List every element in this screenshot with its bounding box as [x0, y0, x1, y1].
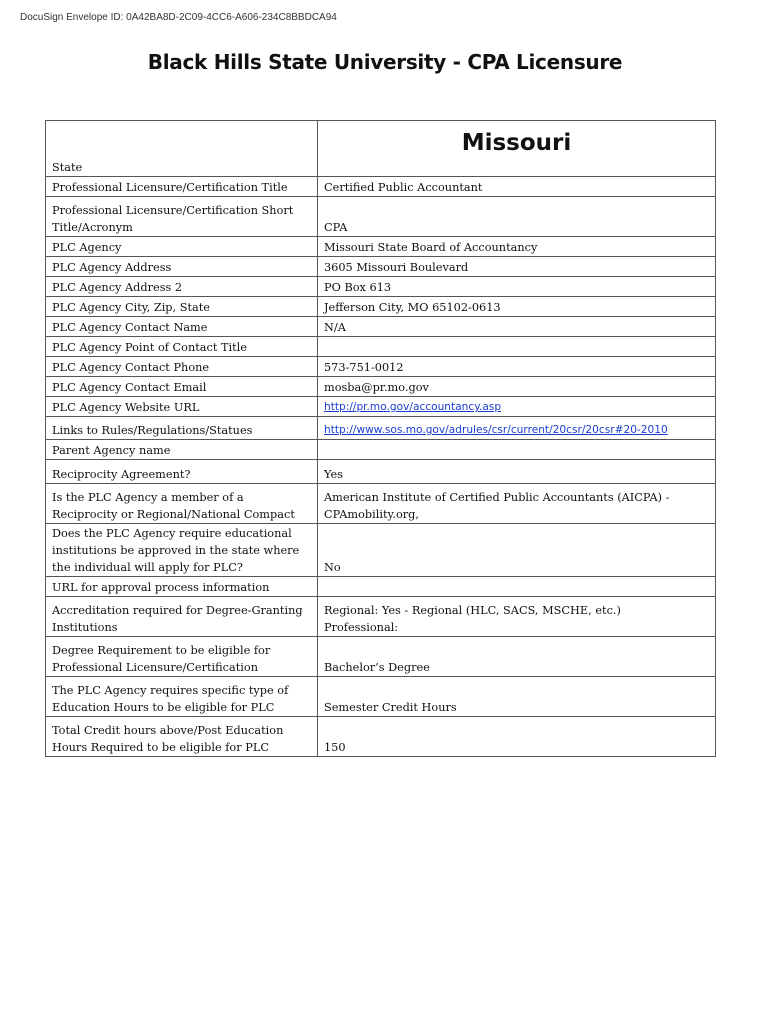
row-label: PLC Agency Contact Email: [46, 377, 318, 397]
rules-regulations-link[interactable]: http://www.sos.mo.gov/adrules/csr/current/20csr/20csr#20-2010: [324, 424, 668, 436]
row-label: Accreditation required for Degree-Granting Institutions: [46, 597, 318, 637]
row-value: 3605 Missouri Boulevard: [318, 257, 716, 277]
row-label: Links to Rules/Regulations/Statues: [46, 417, 318, 440]
row-label: PLC Agency Contact Name: [46, 317, 318, 337]
row-label: Professional Licensure/Certification Short Title/Acronym: [46, 197, 318, 237]
row-value: 150: [318, 717, 716, 757]
table-row: [46, 197, 716, 237]
row-value: [318, 577, 716, 597]
table-row: [46, 237, 716, 257]
table-row: [46, 177, 716, 197]
table-row: [46, 377, 716, 397]
row-label: PLC Agency City, Zip, State: [46, 297, 318, 317]
table-row: [46, 297, 716, 317]
row-value: 573-751-0012: [318, 357, 716, 377]
row-label: Degree Requirement to be eligible for Professional Licensure/Certification: [46, 637, 318, 677]
row-label: PLC Agency Contact Phone: [46, 357, 318, 377]
accreditation-professional: Professional:: [324, 621, 399, 634]
row-label: PLC Agency Address: [46, 257, 318, 277]
row-value: CPA: [318, 197, 716, 237]
row-value: American Institute of Certified Public Accountants (AICPA) - CPAmobility.org,: [318, 484, 716, 524]
row-label: The PLC Agency requires specific type of Education Hours to be eligible for PLC: [46, 677, 318, 717]
row-value: [318, 397, 716, 417]
row-value: Bachelor’s Degree: [318, 637, 716, 677]
row-value: [318, 440, 716, 460]
row-value: PO Box 613: [318, 277, 716, 297]
row-label: Parent Agency name: [46, 440, 318, 460]
accreditation-regional: Regional: Yes - Regional (HLC, SACS, MSCHE, etc.): [324, 604, 621, 617]
row-value: Semester Credit Hours: [318, 677, 716, 717]
table-row: [46, 524, 716, 577]
table-row: [46, 277, 716, 297]
row-label: Is the PLC Agency a member of a Reciprocity or Regional/National Compact: [46, 484, 318, 524]
row-value: [318, 417, 716, 440]
table-row: [46, 317, 716, 337]
row-label: Total Credit hours above/Post Education Hours Required to be eligible for PLC: [46, 717, 318, 757]
row-label: PLC Agency: [46, 237, 318, 257]
row-value: N/A: [318, 317, 716, 337]
table-row: [46, 397, 716, 417]
docusign-envelope-id: DocuSign Envelope ID: 0A42BA8D-2C09-4CC6-A606-234C8BBDCA94: [20, 12, 337, 23]
table-row: [46, 717, 716, 757]
table-row: [46, 597, 716, 637]
row-label: URL for approval process information: [46, 577, 318, 597]
row-value: Jefferson City, MO 65102-0613: [318, 297, 716, 317]
row-label: Professional Licensure/Certification Title: [46, 177, 318, 197]
table-row: [46, 257, 716, 277]
row-label: PLC Agency Website URL: [46, 397, 318, 417]
row-value: Certified Public Accountant: [318, 177, 716, 197]
row-label: PLC Agency Point of Contact Title: [46, 337, 318, 357]
page-title: Black Hills State University - CPA Licensure: [147, 50, 623, 74]
row-label: Does the PLC Agency require educational institutions be approved in the state where the individual will apply for PLC?: [46, 524, 318, 577]
table-row: [46, 484, 716, 524]
website-url-link[interactable]: http://pr.mo.gov/accountancy.asp: [324, 401, 502, 413]
row-value: No: [318, 524, 716, 577]
row-label: Reciprocity Agreement?: [46, 460, 318, 484]
row-value: Missouri State Board of Accountancy: [318, 237, 716, 257]
row-label: PLC Agency Address 2: [46, 277, 318, 297]
licensure-table: [45, 120, 716, 757]
table-row: [46, 417, 716, 440]
table-row: [46, 337, 716, 357]
table-row: [46, 440, 716, 460]
row-value: Yes: [318, 460, 716, 484]
row-value: [318, 337, 716, 357]
table-row: [46, 677, 716, 717]
table-row: [46, 460, 716, 484]
table-row: [46, 577, 716, 597]
state-value: Missouri: [318, 121, 716, 177]
contact-email: mosba@pr.mo.gov: [318, 377, 716, 397]
state-label: State: [46, 121, 318, 177]
table-row: [46, 637, 716, 677]
row-value: [318, 597, 716, 637]
table-row-state: [46, 121, 716, 177]
table-row: [46, 357, 716, 377]
